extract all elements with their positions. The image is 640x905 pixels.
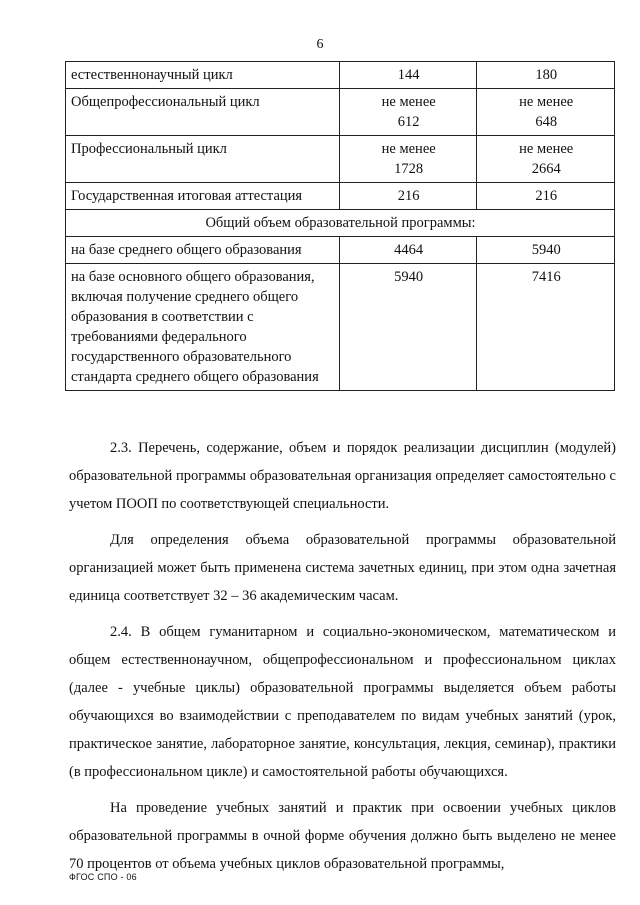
table-row (66, 237, 615, 264)
table-row (66, 136, 615, 183)
table-row-heading (66, 210, 615, 237)
table-cell-hours-1: не менее 612 (339, 89, 477, 136)
table-cell-hours-2: 216 (477, 183, 615, 210)
paragraph-credit-units: Для определения объема образовательной программы образовательной организацией может быть применена система зачетных единиц, при этом одна зачетная единица соответствует 32 – 36 академическим часам. (69, 532, 616, 604)
table-row (66, 183, 615, 210)
table-cell-hours-1: 144 (339, 62, 477, 89)
table-cell-cycle: Общепрофессиональный цикл (66, 89, 340, 136)
table-cell-cycle: Профессиональный цикл (66, 136, 340, 183)
paragraph-practice-share: На проведение учебных занятий и практик при освоении учебных циклов образовательной программы в очной форме обучения должно быть выделено не менее 70 процентов от объема учебных циклов образовательной программы, (69, 800, 616, 872)
table-cell-hours-2: 7416 (477, 264, 615, 391)
table-cell-hours-1: не менее 1728 (339, 136, 477, 183)
table-cell-hours-2: не менее 2664 (477, 136, 615, 183)
table-cell-hours-1: 4464 (339, 237, 477, 264)
table-cell-cycle: естественнонаучный цикл (66, 62, 340, 89)
table-cell-hours-2: не менее 648 (477, 89, 615, 136)
table-cell-basis: на базе основного общего образования, включая получение среднего общего образования в соответствии с требованиями федерального государственного образовательного стандарта среднего общего образования (66, 264, 340, 391)
table-cell-basis: на базе среднего общего образования (66, 237, 340, 264)
body-text (69, 434, 616, 878)
table-span-heading: Общий объем образовательной программы: (66, 210, 615, 237)
table-cell-hours-1: 5940 (339, 264, 477, 391)
paragraph-2-4: 2.4. В общем гуманитарном и социально-экономическом, математическом и общем естественнонаучном, общепрофессиональном и профессиональном циклах (далее - учебные циклы) образовательной программы выделяется объем работы обучающихся во взаимодействии с преподавателем по видам учебных занятий (урок, практическое занятие, лабораторное занятие, консультация, лекция, семинар), практики (в профессиональном цикле) и самостоятельной работы обучающихся. (69, 624, 616, 780)
study-volume-table (65, 61, 615, 391)
table-cell-cycle: Государственная итоговая аттестация (66, 183, 340, 210)
paragraph-2-3: 2.3. Перечень, содержание, объем и порядок реализации дисциплин (модулей) образовательной программы образовательная организация определяет самостоятельно с учетом ПООП по соответствующей специальности. (69, 440, 616, 512)
table-row (66, 264, 615, 391)
table-cell-hours-2: 5940 (477, 237, 615, 264)
table-row (66, 89, 615, 136)
footer-label: ФГОС СПО - 06 (69, 872, 137, 882)
table-cell-hours-1: 216 (339, 183, 477, 210)
table-row (66, 62, 615, 89)
page-number: 6 (316, 37, 324, 52)
table-cell-hours-2: 180 (477, 62, 615, 89)
